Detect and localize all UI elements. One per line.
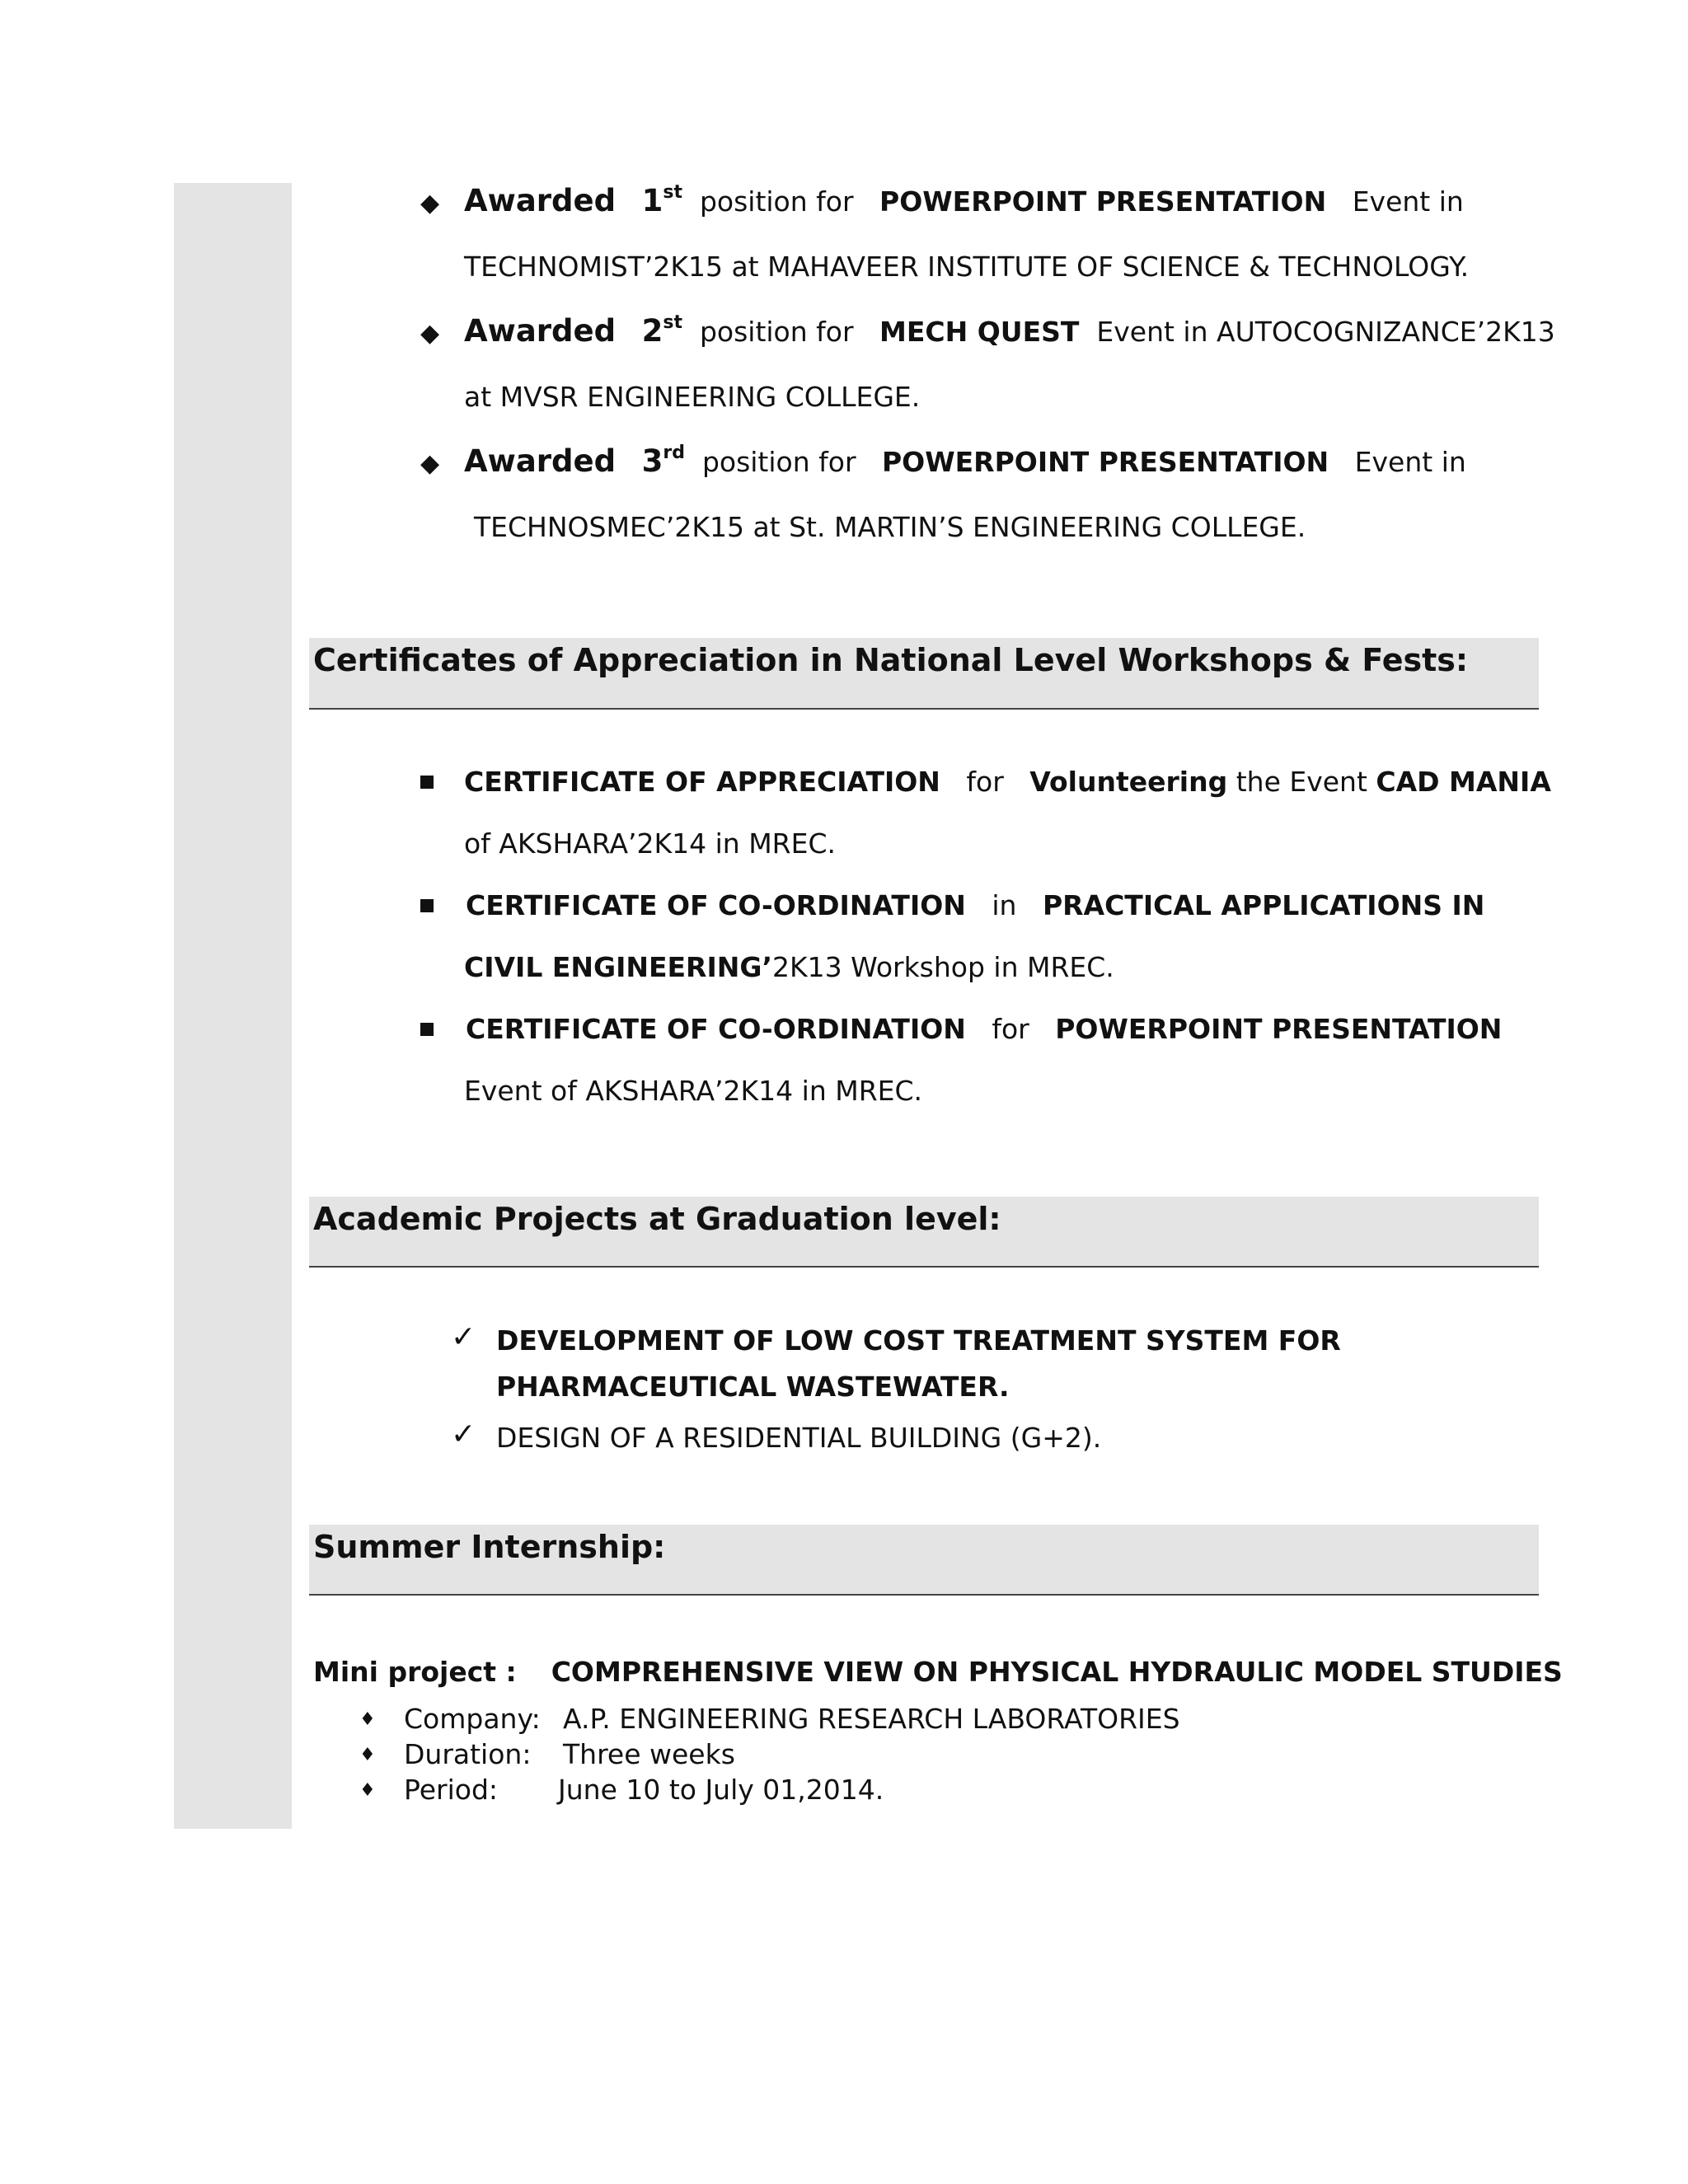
- section-divider: [309, 708, 1539, 710]
- award-continuation: TECHNOSMEC’2K15 at St. MARTIN’S ENGINEERING COLLEGE.: [474, 511, 1306, 543]
- small-diamond-icon: ♦: [359, 1709, 376, 1730]
- detail-key: Period:: [404, 1774, 499, 1806]
- award-item: [464, 312, 1555, 349]
- check-icon: ✓: [451, 1320, 476, 1354]
- square-icon: [420, 776, 434, 789]
- award-text: position for: [699, 185, 854, 218]
- certificate-event: CAD MANIA: [1376, 766, 1551, 798]
- award-event: POWERPOINT PRESENTATION: [879, 185, 1327, 218]
- certificate-workshop: CIVIL ENGINEERING’: [464, 951, 772, 983]
- diamond-icon: ◆: [420, 319, 440, 348]
- detail-value: A.P. ENGINEERING RESEARCH LABORATORIES: [563, 1703, 1180, 1735]
- award-rank: 1: [641, 183, 663, 218]
- check-icon: ✓: [451, 1418, 476, 1451]
- certificate-event: POWERPOINT PRESENTATION: [1055, 1013, 1503, 1045]
- detail-value: Three weeks: [563, 1738, 735, 1770]
- certificate-title: CERTIFICATE OF CO-ORDINATION: [466, 1013, 966, 1045]
- detail-key: Company:: [404, 1703, 541, 1735]
- certificate-role: Volunteering: [1029, 766, 1228, 798]
- certificate-title: CERTIFICATE OF APPRECIATION: [464, 766, 940, 798]
- award-lead: Awarded: [464, 313, 617, 349]
- certificate-continuation: Event of AKSHARA’2K14 in MREC.: [464, 1075, 923, 1107]
- certificate-item: [466, 1013, 1502, 1046]
- award-lead: Awarded: [464, 183, 617, 218]
- award-continuation: TECHNOMIST’2K15 at MAHAVEER INSTITUTE OF SCIENCE & TECHNOLOGY.: [464, 251, 1470, 283]
- certificate-text: the Event: [1236, 766, 1367, 798]
- mini-project-title: COMPREHENSIVE VIEW ON PHYSICAL HYDRAULIC MODEL STUDIES: [551, 1656, 1563, 1688]
- certificate-text: for: [992, 1013, 1029, 1045]
- certificate-text: for: [966, 766, 1004, 798]
- award-rank-suffix: st: [663, 182, 682, 203]
- mini-project-label: Mini project :: [313, 1656, 517, 1688]
- award-continuation: at MVSR ENGINEERING COLLEGE.: [464, 381, 921, 413]
- award-rank: 3: [641, 443, 663, 479]
- certificate-title: CERTIFICATE OF CO-ORDINATION: [466, 889, 966, 921]
- section-divider: [309, 1266, 1539, 1268]
- award-event: MECH QUEST: [879, 316, 1080, 348]
- certificate-text: 2K13 Workshop in MREC.: [772, 951, 1114, 983]
- project-item: DESIGN OF A RESIDENTIAL BUILDING (G+2).: [496, 1422, 1102, 1454]
- sidebar-band: [174, 183, 292, 1829]
- mini-project-line: [313, 1656, 1563, 1689]
- project-item: DEVELOPMENT OF LOW COST TREATMENT SYSTEM FOR: [496, 1324, 1341, 1357]
- award-item: [464, 445, 1466, 479]
- small-diamond-icon: ♦: [359, 1780, 376, 1801]
- detail-key: Duration:: [404, 1738, 532, 1770]
- project-continuation: PHARMACEUTICAL WASTEWATER.: [496, 1371, 1010, 1403]
- award-text: Event in: [1354, 446, 1466, 478]
- detail-value: June 10 to July 01,2014.: [558, 1774, 884, 1806]
- award-item: [464, 182, 1464, 218]
- certificate-workshop: PRACTICAL APPLICATIONS IN: [1042, 889, 1485, 921]
- section-title-internship: Summer Internship:: [313, 1529, 666, 1565]
- certificate-text: in: [992, 889, 1017, 921]
- award-text: Event in: [1352, 185, 1464, 218]
- award-text: position for: [699, 316, 854, 348]
- square-icon: [420, 1023, 434, 1036]
- award-rank-suffix: st: [663, 312, 682, 333]
- award-rank-suffix: rd: [663, 443, 685, 463]
- section-divider: [309, 1594, 1539, 1596]
- award-text: position for: [701, 446, 856, 478]
- award-rank: 2: [641, 313, 663, 349]
- diamond-icon: ◆: [420, 449, 440, 478]
- diamond-icon: ◆: [420, 189, 440, 218]
- award-event: POWERPOINT PRESENTATION: [882, 446, 1329, 478]
- certificate-item: [466, 889, 1484, 922]
- square-icon: [420, 899, 434, 912]
- section-title-projects: Academic Projects at Graduation level:: [313, 1201, 1001, 1237]
- certificate-continuation: [464, 951, 1114, 984]
- award-lead: Awarded: [464, 443, 617, 479]
- certificate-item: [464, 766, 1551, 799]
- certificate-continuation: of AKSHARA’2K14 in MREC.: [464, 827, 836, 860]
- award-text: Event in AUTOCOGNIZANCE’2K13: [1096, 316, 1555, 348]
- small-diamond-icon: ♦: [359, 1745, 376, 1765]
- section-title-certificates: Certificates of Appreciation in National Level Workshops & Fests:: [313, 642, 1469, 678]
